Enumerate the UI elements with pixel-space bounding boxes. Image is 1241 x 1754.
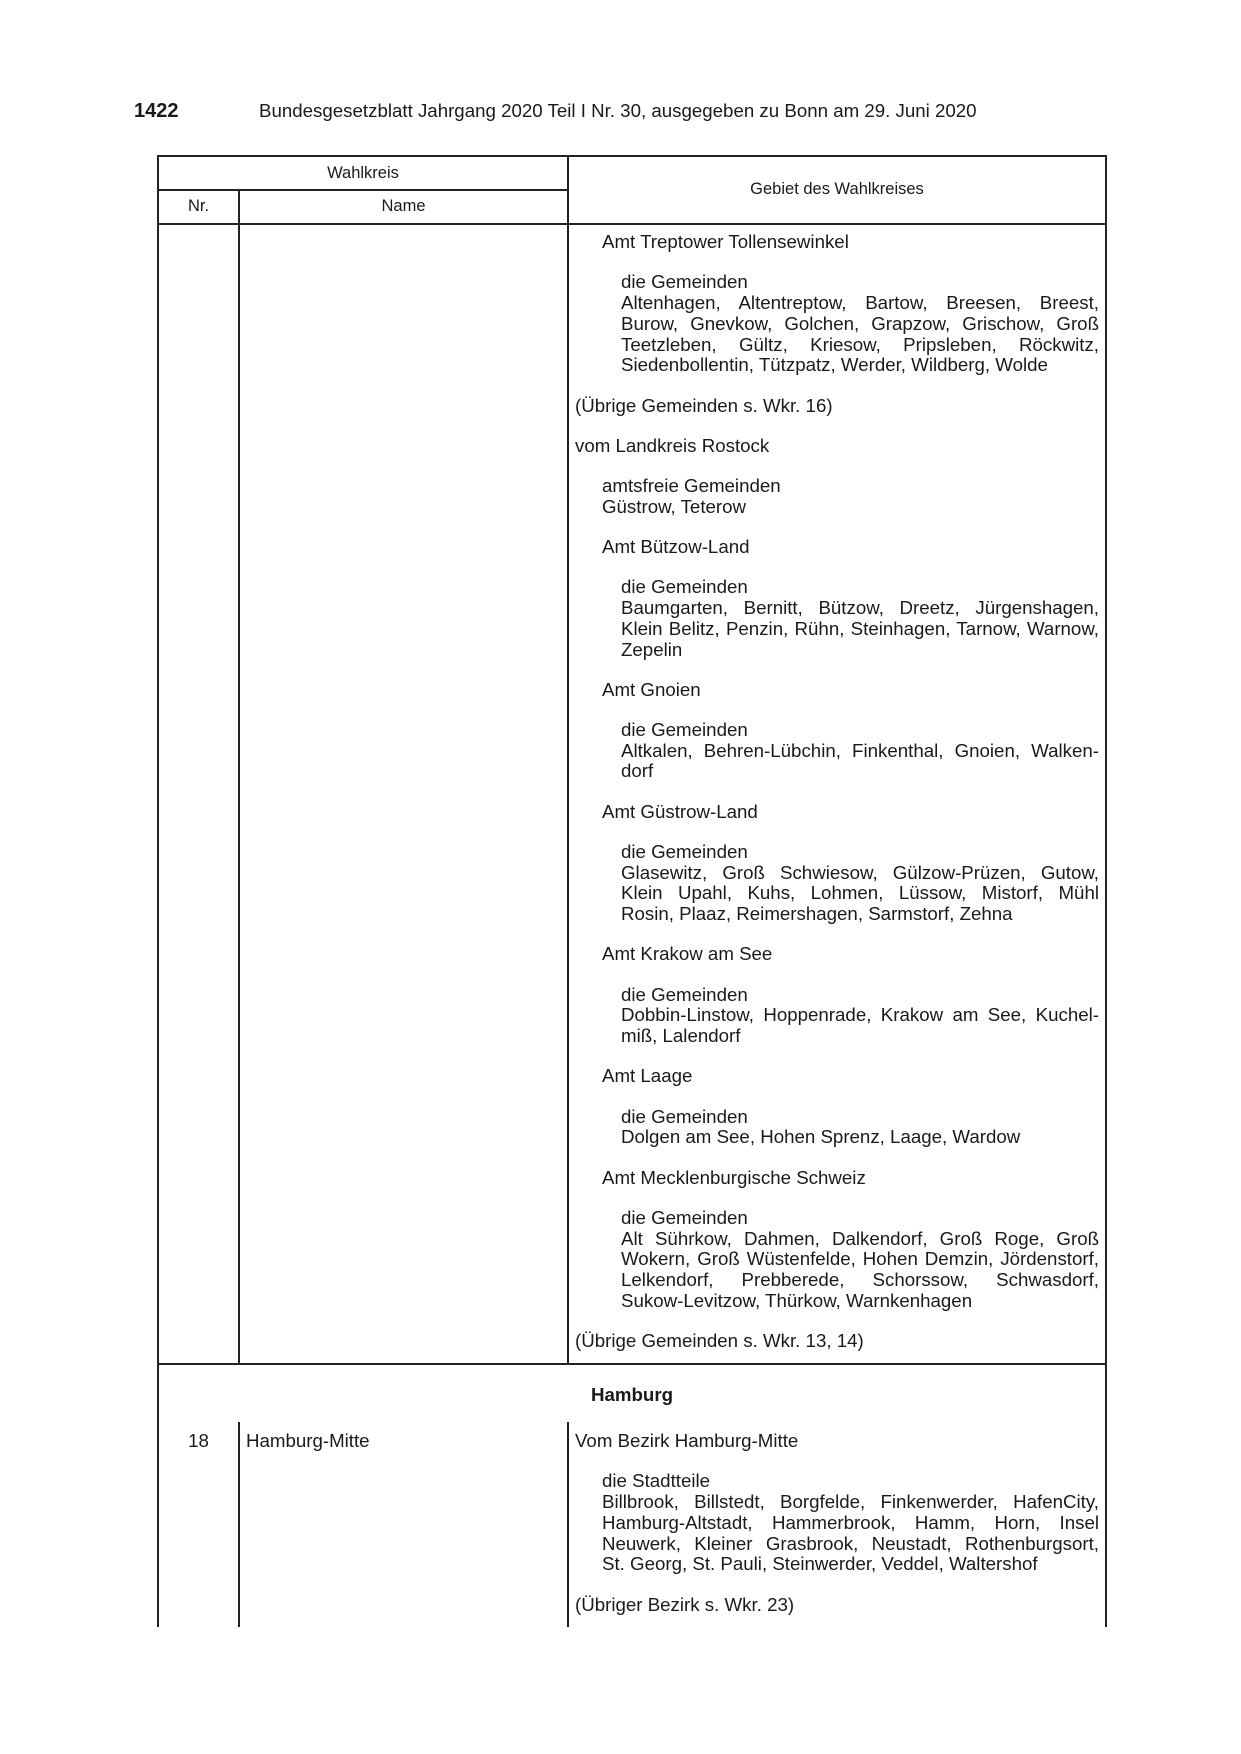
municipality-list-line: Klein Upahl, Kuhs, Lohmen, Lüssow, Mistorf, Mühl <box>621 882 1099 904</box>
column-divider-nr-lower <box>238 1422 240 1627</box>
quarter-list-line: Neuwerk, Kleiner Grasbrook, Neustadt, Rothenburgsort, <box>602 1532 1099 1554</box>
municipality-list-line: Dobbin-Linstow, Hoppenrade, Krakow am See, Kuchel- <box>621 1004 1099 1026</box>
quarter-list-line: Hamburg-Altstadt, Hammerbrook, Hamm, Horn, Insel <box>602 1511 1099 1533</box>
amt-block <box>575 1168 1099 1189</box>
municipality-list <box>575 985 1099 1047</box>
cross-reference-note: (Übrige Gemeinden s. Wkr. 16) <box>575 394 833 416</box>
municipality-list-line: dorf <box>621 760 654 782</box>
quarter-list-line: St. Georg, St. Pauli, Steinwerder, Veddel, Waltershof <box>602 1553 1038 1575</box>
cross-reference-block <box>575 396 1099 417</box>
header-group-divider <box>157 189 569 191</box>
municipality-list-line: Altenhagen, Altentreptow, Bartow, Breesen, Breest, <box>621 291 1099 313</box>
column-header-name: Name <box>381 197 426 215</box>
constituency-name: Hamburg-Mitte <box>246 1430 370 1451</box>
municipality-list <box>575 720 1099 782</box>
municipality-list-line: Zepelin <box>621 638 683 660</box>
section-divider-rule <box>157 1363 1107 1365</box>
municipalities-label: die Gemeinden <box>621 1105 748 1127</box>
municipality-list-line: Lelkendorf, Prebberede, Schorssow, Schwasdorf, <box>621 1269 1099 1291</box>
constituency-area <box>575 1431 1099 1615</box>
amt-heading: Amt Güstrow-Land <box>602 800 758 822</box>
column-group-header: Wahlkreis <box>327 164 399 182</box>
amt-heading: Amt Mecklenburgische Schweiz <box>602 1166 866 1188</box>
amt-heading: Amt Gnoien <box>602 678 701 700</box>
municipality-list <box>575 577 1099 660</box>
municipality-list-line: Klein Belitz, Penzin, Rühn, Steinhagen, Tarnow, Warnow, <box>621 617 1099 639</box>
amt-heading: Amt Bützow-Land <box>602 535 750 557</box>
municipality-list-line: Dolgen am See, Hohen Sprenz, Laage, Wardow <box>621 1126 1021 1148</box>
municipality-list <box>575 272 1099 376</box>
municipality-list-line: Wokern, Groß Wüstenfelde, Hohen Demzin, Jördenstorf, <box>621 1248 1099 1270</box>
municipality-list-line: Sukow-Levitzow, Thürkow, Warnkenhagen <box>621 1289 973 1311</box>
district-heading: vom Landkreis Rostock <box>575 434 770 456</box>
municipality-list-line: Glasewitz, Groß Schwiesow, Gülzow-Prüzen, Gutow, <box>621 861 1099 883</box>
table-border-right <box>1105 155 1107 1627</box>
constituency-number: 18 <box>188 1430 209 1451</box>
municipalities-label: die Gemeinden <box>621 1206 748 1228</box>
municipality-list-line: Teetzleben, Gültz, Kriesow, Pripsleben, Röckwitz, <box>621 333 1099 355</box>
column-divider-nr-upper <box>238 189 240 1364</box>
municipalities-label: die Gemeinden <box>621 718 748 740</box>
district-block <box>575 436 1099 457</box>
amt-block <box>575 1066 1099 1087</box>
district-heading: Vom Bezirk Hamburg-Mitte <box>575 1430 799 1451</box>
amt-block <box>575 944 1099 965</box>
quarter-list-line: Billbrook, Billstedt, Borgfelde, Finkenwerder, HafenCity, <box>602 1490 1099 1512</box>
municipalities-label: die Gemeinden <box>621 576 748 598</box>
quarters-label: die Stadtteile <box>602 1470 711 1492</box>
amt-heading: Amt Laage <box>602 1065 693 1087</box>
cross-reference-block <box>575 1595 1099 1616</box>
page-number: 1422 <box>134 100 179 122</box>
municipality-list <box>575 842 1099 925</box>
quarter-list <box>575 1471 1099 1575</box>
amt-block <box>575 537 1099 558</box>
municipality-list-line: Güstrow, Teterow <box>602 495 747 517</box>
municipality-list <box>575 1107 1099 1149</box>
municipality-list-line: Altkalen, Behren-Lübchin, Finkenthal, Gnoien, Walken- <box>621 739 1099 761</box>
amt-block <box>575 680 1099 701</box>
column-header-nr: Nr. <box>187 197 210 215</box>
header-bottom-rule <box>157 223 1107 225</box>
amt-block <box>575 232 1099 253</box>
continued-row-area <box>575 232 1099 1352</box>
municipality-list-line: Alt Sührkow, Dahmen, Dalkendorf, Groß Roge, Groß <box>621 1227 1099 1249</box>
column-header-area: Gebiet des Wahlkreises <box>750 180 924 198</box>
municipality-list <box>575 1208 1099 1312</box>
municipalities-label: die Gemeinden <box>621 983 748 1005</box>
cross-reference-note: (Übriger Bezirk s. Wkr. 23) <box>575 1593 795 1615</box>
cross-reference-block <box>575 1331 1099 1352</box>
municipality-list-line: Siedenbollentin, Tützpatz, Werder, Wildberg, Wolde <box>621 354 1048 376</box>
column-divider-area-upper <box>567 155 569 1364</box>
district-block <box>575 1431 1099 1452</box>
municipality-list-line: miß, Lalendorf <box>621 1025 741 1047</box>
municipalities-label: die Gemeinden <box>621 840 748 862</box>
municipality-list <box>575 476 1099 518</box>
municipality-list-line: Rosin, Plaaz, Reimershagen, Sarmstorf, Zehna <box>621 903 1013 925</box>
municipality-list-line: Baumgarten, Bernitt, Bützow, Dreetz, Jürgenshagen, <box>621 596 1099 618</box>
municipalities-label: die Gemeinden <box>621 271 748 293</box>
running-header-title: Bundesgesetzblatt Jahrgang 2020 Teil I Nr. 30, ausgegeben zu Bonn am 29. Juni 2020 <box>259 100 977 121</box>
amt-block <box>575 802 1099 823</box>
municipalities-label: amtsfreie Gemeinden <box>602 474 781 496</box>
table-border-left <box>157 155 159 1627</box>
column-divider-area-lower <box>567 1422 569 1627</box>
cross-reference-note: (Übrige Gemeinden s. Wkr. 13, 14) <box>575 1330 864 1352</box>
municipality-list-line: Burow, Gnevkow, Golchen, Grapzow, Grischow, Groß <box>621 312 1099 334</box>
amt-heading: Amt Treptower Tollensewinkel <box>602 231 849 252</box>
section-heading: Hamburg <box>590 1384 674 1405</box>
amt-heading: Amt Krakow am See <box>602 943 773 965</box>
table-border-top <box>157 155 1107 157</box>
